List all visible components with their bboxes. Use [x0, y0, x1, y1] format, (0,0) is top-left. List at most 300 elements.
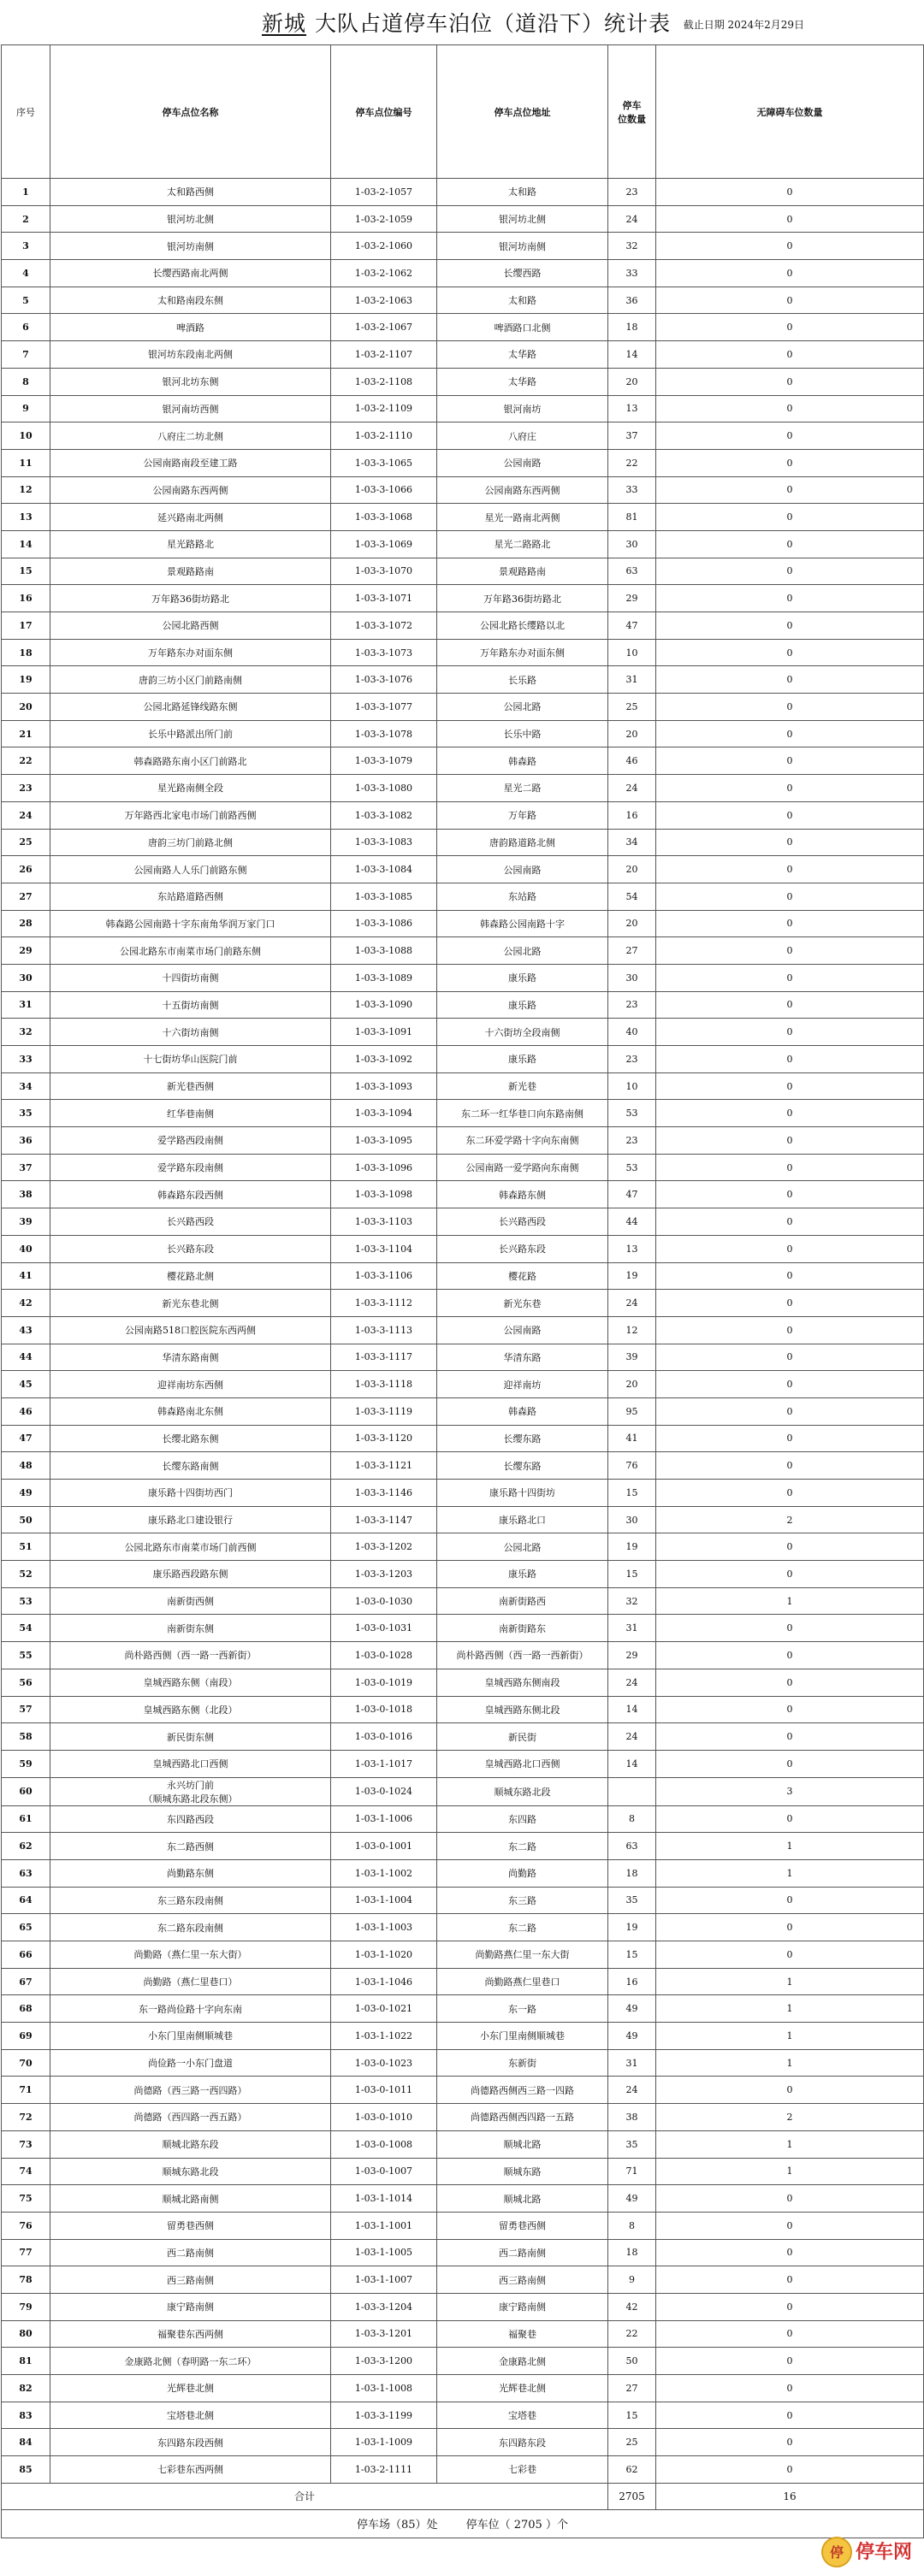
- cell-count: 14: [608, 1696, 656, 1723]
- cell-seq: 29: [2, 937, 50, 965]
- cell-name: 公园北路东市南菜市场门前西侧: [50, 1533, 331, 1561]
- cell-addr: 南新街路东: [437, 1615, 608, 1642]
- table-row: [2, 2077, 924, 2104]
- cell-count: 30: [608, 530, 656, 558]
- cell-addr: 八府庄: [437, 422, 608, 450]
- cell-name: 公园南路南段至建工路: [50, 449, 331, 476]
- table-row: [2, 422, 924, 450]
- cell-name: 星光路南侧全段: [50, 775, 331, 802]
- cell-access: 0: [656, 2266, 924, 2294]
- cell-addr: 顺城东路北段: [437, 1777, 608, 1805]
- cell-code: 1-03-3-1119: [331, 1397, 437, 1425]
- cell-code: 1-03-3-1086: [331, 910, 437, 937]
- cell-count: 8: [608, 2212, 656, 2239]
- cell-count: 54: [608, 883, 656, 910]
- cell-code: 1-03-0-1011: [331, 2077, 437, 2104]
- cell-access: 0: [656, 422, 924, 450]
- cell-access: 0: [656, 449, 924, 476]
- cell-count: 33: [608, 260, 656, 287]
- cell-code: 1-03-1-1022: [331, 2023, 437, 2050]
- cell-seq: 37: [2, 1154, 50, 1181]
- cell-seq: 50: [2, 1506, 50, 1533]
- table-row: [2, 341, 924, 369]
- cell-addr: 皇城西路东侧北段: [437, 1696, 608, 1723]
- table-row: [2, 1506, 924, 1533]
- cell-code: 1-03-3-1121: [331, 1452, 437, 1480]
- cell-access: 0: [656, 2429, 924, 2456]
- cell-seq: 56: [2, 1669, 50, 1696]
- cell-seq: 73: [2, 2130, 50, 2158]
- cell-code: 1-03-0-1001: [331, 1833, 437, 1860]
- cell-name: 东四路东段西侧: [50, 2429, 331, 2456]
- cell-count: 40: [608, 1019, 656, 1046]
- cell-seq: 15: [2, 558, 50, 585]
- table-row: [2, 666, 924, 694]
- cell-count: 9: [608, 2266, 656, 2294]
- cell-count: 38: [608, 2104, 656, 2131]
- document-header: [0, 0, 924, 44]
- cell-addr: 公园南路东西两侧: [437, 476, 608, 504]
- table-row: [2, 2456, 924, 2484]
- col-address: 停车点位地址: [437, 45, 608, 179]
- cell-access: 1: [656, 2158, 924, 2185]
- cell-name: 东站路道路西侧: [50, 883, 331, 910]
- cell-count: 25: [608, 2429, 656, 2456]
- cell-code: 1-03-3-1200: [331, 2348, 437, 2375]
- cell-count: 18: [608, 2239, 656, 2266]
- cell-name: 顺城北路东段: [50, 2130, 331, 2158]
- cell-access: 0: [656, 2212, 924, 2239]
- table-row: [2, 1941, 924, 1969]
- cell-count: 36: [608, 287, 656, 314]
- cell-addr: 西三路南侧: [437, 2266, 608, 2294]
- cell-code: 1-03-0-1031: [331, 1615, 437, 1642]
- cell-count: 20: [608, 910, 656, 937]
- col-code: 停车点位编号: [331, 45, 437, 179]
- cell-code: 1-03-3-1113: [331, 1316, 437, 1344]
- table-row: [2, 1397, 924, 1425]
- cell-access: 0: [656, 1371, 924, 1398]
- cell-name: 留勇巷西侧: [50, 2212, 331, 2239]
- table-row: [2, 395, 924, 422]
- cell-count: 76: [608, 1452, 656, 1480]
- cell-count: 27: [608, 2375, 656, 2402]
- table-row: [2, 910, 924, 937]
- cell-count: 24: [608, 775, 656, 802]
- cell-addr: 尚勤路燕仁里巷口: [437, 1968, 608, 1995]
- cell-seq: 9: [2, 395, 50, 422]
- cell-access: 0: [656, 2348, 924, 2375]
- cell-code: 1-03-3-1089: [331, 964, 437, 991]
- cell-access: 0: [656, 856, 924, 883]
- table-row: [2, 2375, 924, 2402]
- cell-seq: 3: [2, 233, 50, 260]
- cell-addr: 南新街路西: [437, 1587, 608, 1615]
- cell-code: 1-03-1-1017: [331, 1750, 437, 1777]
- cell-name: 七彩巷东西两侧: [50, 2456, 331, 2484]
- cell-code: 1-03-1-1004: [331, 1887, 437, 1914]
- cell-count: 49: [608, 1995, 656, 2023]
- cell-seq: 10: [2, 422, 50, 450]
- cell-name: 尚勤路（燕仁里巷口）: [50, 1968, 331, 1995]
- cell-count: 25: [608, 694, 656, 721]
- cell-code: 1-03-0-1010: [331, 2104, 437, 2131]
- cell-name: 长兴路西段: [50, 1208, 331, 1236]
- cell-code: 1-03-3-1199: [331, 2402, 437, 2429]
- cell-name: 公园北路西侧: [50, 612, 331, 640]
- cell-access: 3: [656, 1777, 924, 1805]
- cell-addr: 尚德路西侧西三路一四路: [437, 2077, 608, 2104]
- cell-access: 0: [656, 341, 924, 369]
- cell-count: 50: [608, 2348, 656, 2375]
- cell-access: 0: [656, 1208, 924, 1236]
- cell-code: 1-03-3-1146: [331, 1480, 437, 1507]
- cell-access: 0: [656, 1154, 924, 1181]
- table-row: [2, 287, 924, 314]
- cell-code: 1-03-2-1060: [331, 233, 437, 260]
- cell-seq: 42: [2, 1290, 50, 1317]
- cell-count: 47: [608, 1181, 656, 1208]
- total-label: 合计: [2, 2483, 608, 2509]
- cell-name: 红华巷南侧: [50, 1100, 331, 1127]
- cell-seq: 27: [2, 883, 50, 910]
- cell-count: 47: [608, 612, 656, 640]
- table-row: [2, 2104, 924, 2131]
- table-row: [2, 233, 924, 260]
- cell-code: 1-03-3-1204: [331, 2293, 437, 2320]
- cell-seq: 5: [2, 287, 50, 314]
- table-row: [2, 801, 924, 829]
- table-row: [2, 1696, 924, 1723]
- cell-addr: 光辉巷北侧: [437, 2375, 608, 2402]
- cell-addr: 长乐中路: [437, 720, 608, 747]
- cell-code: 1-03-3-1073: [331, 639, 437, 666]
- cell-seq: 7: [2, 341, 50, 369]
- cell-code: 1-03-3-1203: [331, 1561, 437, 1588]
- cell-code: 1-03-3-1068: [331, 504, 437, 531]
- watermark-logo: [820, 2533, 921, 2571]
- cell-count: 18: [608, 1859, 656, 1887]
- cell-code: 1-03-2-1107: [331, 341, 437, 369]
- cell-seq: 76: [2, 2212, 50, 2239]
- cell-access: 1: [656, 1859, 924, 1887]
- cell-seq: 72: [2, 2104, 50, 2131]
- cell-addr: 银河坊北侧: [437, 205, 608, 233]
- cell-seq: 23: [2, 775, 50, 802]
- cell-count: 24: [608, 2077, 656, 2104]
- table-row: [2, 1859, 924, 1887]
- cell-access: 0: [656, 2320, 924, 2348]
- cell-access: 0: [656, 1072, 924, 1100]
- cell-seq: 18: [2, 639, 50, 666]
- cell-code: 1-03-1-1001: [331, 2212, 437, 2239]
- cell-count: 22: [608, 2320, 656, 2348]
- cell-access: 0: [656, 2402, 924, 2429]
- cell-name: 景观路路南: [50, 558, 331, 585]
- cell-code: 1-03-3-1078: [331, 720, 437, 747]
- cell-seq: 79: [2, 2293, 50, 2320]
- cell-code: 1-03-3-1093: [331, 1072, 437, 1100]
- cell-seq: 46: [2, 1397, 50, 1425]
- cell-addr: 康乐路十四街坊: [437, 1480, 608, 1507]
- cell-name: 太和路西侧: [50, 179, 331, 206]
- cell-count: 19: [608, 1914, 656, 1941]
- cell-name: 华清东路南侧: [50, 1344, 331, 1371]
- cell-count: 24: [608, 1290, 656, 1317]
- cell-seq: 43: [2, 1316, 50, 1344]
- cell-name: 万年路东办对面东侧: [50, 639, 331, 666]
- table-row: [2, 2023, 924, 2050]
- cell-seq: 14: [2, 530, 50, 558]
- cell-name: 皇城西路北口西侧: [50, 1750, 331, 1777]
- cell-name: 东四路西段: [50, 1805, 331, 1833]
- cell-seq: 71: [2, 2077, 50, 2104]
- cell-name: 万年路36街坊路北: [50, 585, 331, 612]
- cell-seq: 8: [2, 368, 50, 395]
- cell-access: 0: [656, 2293, 924, 2320]
- cell-count: 31: [608, 1615, 656, 1642]
- cell-code: 1-03-0-1028: [331, 1642, 437, 1669]
- cell-seq: 80: [2, 2320, 50, 2348]
- table-row: [2, 1887, 924, 1914]
- cell-count: 13: [608, 395, 656, 422]
- cell-name: 福聚巷东西两侧: [50, 2320, 331, 2348]
- table-row: [2, 2158, 924, 2185]
- cell-seq: 74: [2, 2158, 50, 2185]
- cell-addr: 万年路东办对面东侧: [437, 639, 608, 666]
- cell-addr: 东三路: [437, 1887, 608, 1914]
- cell-seq: 61: [2, 1805, 50, 1833]
- table-row: [2, 179, 924, 206]
- cell-code: 1-03-1-1003: [331, 1914, 437, 1941]
- cell-count: 19: [608, 1533, 656, 1561]
- cell-access: 0: [656, 1696, 924, 1723]
- cell-addr: 东一路: [437, 1995, 608, 2023]
- cell-seq: 47: [2, 1425, 50, 1452]
- cell-count: 23: [608, 179, 656, 206]
- cell-name: 南新街东侧: [50, 1615, 331, 1642]
- cell-count: 32: [608, 233, 656, 260]
- table-row: [2, 775, 924, 802]
- cell-addr: 星光二路: [437, 775, 608, 802]
- cell-count: 41: [608, 1425, 656, 1452]
- cell-code: 1-03-3-1071: [331, 585, 437, 612]
- table-row: [2, 1587, 924, 1615]
- cell-name: 长缨北路东侧: [50, 1425, 331, 1452]
- cell-seq: 70: [2, 2049, 50, 2077]
- cell-code: 1-03-3-1094: [331, 1100, 437, 1127]
- table-row: [2, 530, 924, 558]
- cell-name: 东三路东段南侧: [50, 1887, 331, 1914]
- table-row: [2, 2293, 924, 2320]
- table-row: [2, 1669, 924, 1696]
- cell-access: 0: [656, 2077, 924, 2104]
- cell-seq: 53: [2, 1587, 50, 1615]
- cell-addr: 迎祥南坊: [437, 1371, 608, 1398]
- cell-count: 14: [608, 341, 656, 369]
- cell-access: 0: [656, 1262, 924, 1290]
- cell-count: 8: [608, 1805, 656, 1833]
- cell-code: 1-03-2-1109: [331, 395, 437, 422]
- cell-count: 15: [608, 1941, 656, 1969]
- table-row: [2, 260, 924, 287]
- cell-count: 31: [608, 2049, 656, 2077]
- cell-access: 0: [656, 1723, 924, 1751]
- table-row: [2, 1642, 924, 1669]
- cell-access: 0: [656, 1887, 924, 1914]
- cell-addr: 东四路: [437, 1805, 608, 1833]
- cell-code: 1-03-2-1108: [331, 368, 437, 395]
- cell-addr: 公园北路长缨路以北: [437, 612, 608, 640]
- cell-addr: 景观路路南: [437, 558, 608, 585]
- cell-name: 宝塔巷北侧: [50, 2402, 331, 2429]
- parking-table: [1, 44, 924, 2538]
- cell-name: 银河坊北侧: [50, 205, 331, 233]
- cell-seq: 1: [2, 179, 50, 206]
- total-accessible: 16: [656, 2483, 924, 2509]
- cell-code: 1-03-3-1092: [331, 1046, 437, 1073]
- cell-access: 0: [656, 1290, 924, 1317]
- table-row: [2, 1154, 924, 1181]
- table-row: [2, 1452, 924, 1480]
- cell-access: 0: [656, 1127, 924, 1155]
- cell-access: 0: [656, 1914, 924, 1941]
- cell-access: 0: [656, 612, 924, 640]
- cell-access: 1: [656, 1587, 924, 1615]
- cell-addr: 华清东路: [437, 1344, 608, 1371]
- cell-name: 尚勤路（燕仁里一东大街）: [50, 1941, 331, 1969]
- cell-count: 71: [608, 2158, 656, 2185]
- table-row: [2, 1046, 924, 1073]
- cell-code: 1-03-2-1111: [331, 2456, 437, 2484]
- cell-addr: 樱花路: [437, 1262, 608, 1290]
- svg-text:停车网: 停车网: [856, 2542, 913, 2563]
- cell-addr: 东二路: [437, 1833, 608, 1860]
- cell-access: 0: [656, 395, 924, 422]
- table-row: [2, 1968, 924, 1995]
- cell-addr: 长缨东路: [437, 1452, 608, 1480]
- cell-access: 0: [656, 1452, 924, 1480]
- table-row: [2, 1127, 924, 1155]
- cell-name: 尚勤路东侧: [50, 1859, 331, 1887]
- cell-count: 29: [608, 585, 656, 612]
- cell-name: 韩森路南北东侧: [50, 1397, 331, 1425]
- table-row: [2, 1100, 924, 1127]
- cell-name: 八府庄二坊北侧: [50, 422, 331, 450]
- cell-count: 62: [608, 2456, 656, 2484]
- table-row: [2, 639, 924, 666]
- cell-seq: 55: [2, 1642, 50, 1669]
- cell-addr: 韩森路东侧: [437, 1181, 608, 1208]
- table-row: [2, 2320, 924, 2348]
- cell-name: 尚朴路西侧（西一路一西新街）: [50, 1642, 331, 1669]
- cell-count: 27: [608, 937, 656, 965]
- cell-seq: 81: [2, 2348, 50, 2375]
- cell-name: 万年路西北家电市场门前路西侧: [50, 801, 331, 829]
- cell-count: 10: [608, 639, 656, 666]
- cell-seq: 21: [2, 720, 50, 747]
- cell-count: 20: [608, 1371, 656, 1398]
- cell-code: 1-03-1-1009: [331, 2429, 437, 2456]
- cell-access: 0: [656, 639, 924, 666]
- table-row: [2, 2049, 924, 2077]
- cell-addr: 小东门里南侧顺城巷: [437, 2023, 608, 2050]
- cell-name: 延兴路南北两侧: [50, 504, 331, 531]
- cell-count: 23: [608, 991, 656, 1019]
- cell-name: 尚德路（西三路一西四路）: [50, 2077, 331, 2104]
- cell-addr: 东二环爱学路十字向东南侧: [437, 1127, 608, 1155]
- table-row: [2, 2429, 924, 2456]
- cell-code: 1-03-3-1076: [331, 666, 437, 694]
- cell-code: 1-03-2-1110: [331, 422, 437, 450]
- cell-count: 22: [608, 449, 656, 476]
- cell-addr: 公园南路: [437, 1316, 608, 1344]
- cell-count: 20: [608, 720, 656, 747]
- total-row: [2, 2483, 924, 2509]
- cell-code: 1-03-3-1090: [331, 991, 437, 1019]
- cell-addr: 公园北路: [437, 694, 608, 721]
- table-row: [2, 1072, 924, 1100]
- cell-seq: 31: [2, 991, 50, 1019]
- cell-code: 1-03-3-1112: [331, 1290, 437, 1317]
- cell-count: 63: [608, 558, 656, 585]
- table-body: [2, 179, 924, 2484]
- cell-access: 0: [656, 666, 924, 694]
- cell-seq: 28: [2, 910, 50, 937]
- summary-row: [2, 2509, 924, 2538]
- cell-access: 0: [656, 720, 924, 747]
- cell-seq: 41: [2, 1262, 50, 1290]
- cell-seq: 57: [2, 1696, 50, 1723]
- cell-name: 啤酒路: [50, 314, 331, 341]
- cell-seq: 6: [2, 314, 50, 341]
- cell-access: 0: [656, 775, 924, 802]
- table-row: [2, 1344, 924, 1371]
- cell-code: 1-03-3-1091: [331, 1019, 437, 1046]
- total-count: 2705: [608, 2483, 656, 2509]
- cell-count: 15: [608, 1561, 656, 1588]
- cell-count: 81: [608, 504, 656, 531]
- cell-seq: 2: [2, 205, 50, 233]
- table-row: [2, 2348, 924, 2375]
- table-row: [2, 314, 924, 341]
- cell-name: 韩森路东段西侧: [50, 1181, 331, 1208]
- cell-seq: 84: [2, 2429, 50, 2456]
- cell-name: 银河北坊东侧: [50, 368, 331, 395]
- table-row: [2, 720, 924, 747]
- cell-count: 39: [608, 1344, 656, 1371]
- cell-access: 0: [656, 585, 924, 612]
- cell-code: 1-03-0-1007: [331, 2158, 437, 2185]
- cell-access: 0: [656, 801, 924, 829]
- cell-code: 1-03-0-1016: [331, 1723, 437, 1751]
- table-row: [2, 1480, 924, 1507]
- cell-seq: 68: [2, 1995, 50, 2023]
- cell-addr: 公园南路: [437, 856, 608, 883]
- cell-name: 西三路南侧: [50, 2266, 331, 2294]
- cell-access: 0: [656, 205, 924, 233]
- cell-addr: 韩森路: [437, 1397, 608, 1425]
- coin-icon: [822, 2538, 851, 2567]
- cell-code: 1-03-3-1088: [331, 937, 437, 965]
- table-row: [2, 1019, 924, 1046]
- cell-name: 长乐中路派出所门前: [50, 720, 331, 747]
- cell-seq: 22: [2, 747, 50, 775]
- cell-code: 1-03-3-1202: [331, 1533, 437, 1561]
- cell-access: 0: [656, 829, 924, 856]
- cell-code: 1-03-3-1103: [331, 1208, 437, 1236]
- cell-addr: 太和路: [437, 287, 608, 314]
